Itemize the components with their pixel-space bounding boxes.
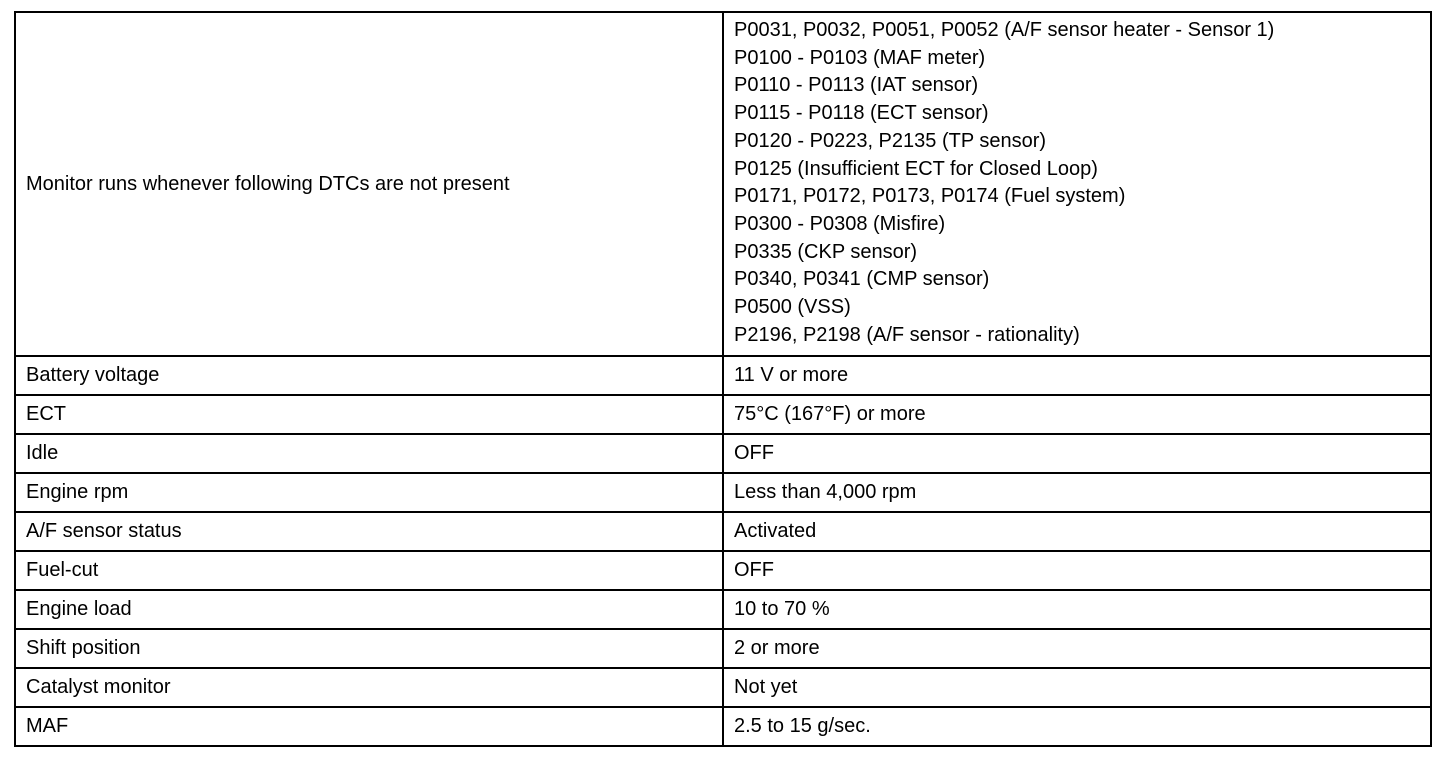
condition-value: 75°C (167°F) or more — [723, 395, 1431, 434]
condition-label: MAF — [15, 707, 723, 746]
dtc-item: P0340, P0341 (CMP sensor) — [734, 268, 990, 291]
table-row — [15, 12, 1431, 356]
condition-value: OFF — [723, 434, 1431, 473]
dtc-item: P0171, P0172, P0173, P0174 (Fuel system) — [734, 185, 1126, 208]
condition-label: Engine rpm — [15, 473, 723, 512]
condition-label: ECT — [15, 395, 723, 434]
dtc-item: P0100 - P0103 (MAF meter) — [734, 46, 986, 69]
table-row — [15, 668, 1431, 707]
table-row — [15, 629, 1431, 668]
table-row — [15, 512, 1431, 551]
dtc-item: P0031, P0032, P0051, P0052 (A/F sensor heater - Sensor 1) — [734, 19, 1275, 41]
table-row — [15, 395, 1431, 434]
condition-label: A/F sensor status — [15, 512, 723, 551]
table-row — [15, 434, 1431, 473]
condition-label: Idle — [15, 434, 723, 473]
dtc-item: P0110 - P0113 (IAT sensor) — [734, 74, 979, 97]
dtc-item: P0300 - P0308 (Misfire) — [734, 212, 946, 235]
condition-label: Fuel-cut — [15, 551, 723, 590]
condition-value: 11 V or more — [723, 356, 1431, 395]
table-row — [15, 473, 1431, 512]
conditions-table — [14, 11, 1432, 747]
condition-label: Battery voltage — [15, 356, 723, 395]
dtc-item: P0120 - P0223, P2135 (TP sensor) — [734, 129, 1047, 152]
dtc-item: P0335 (CKP sensor) — [734, 240, 918, 263]
dtc-list — [734, 13, 1430, 355]
table-row — [15, 707, 1431, 746]
condition-value: 2.5 to 15 g/sec. — [723, 707, 1431, 746]
dtc-list-cell — [723, 12, 1431, 356]
condition-value: 10 to 70 % — [723, 590, 1431, 629]
dtc-item: P0125 (Insufficient ECT for Closed Loop) — [734, 157, 1098, 180]
condition-label: Shift position — [15, 629, 723, 668]
condition-value: 2 or more — [723, 629, 1431, 668]
condition-label: Monitor runs whenever following DTCs are not present — [15, 12, 723, 356]
condition-value: Less than 4,000 rpm — [723, 473, 1431, 512]
condition-value: Not yet — [723, 668, 1431, 707]
condition-value: Activated — [723, 512, 1431, 551]
table-row — [15, 356, 1431, 395]
condition-value: OFF — [723, 551, 1431, 590]
dtc-item: P0500 (VSS) — [734, 296, 851, 319]
table-row — [15, 551, 1431, 590]
table-row — [15, 590, 1431, 629]
dtc-item: P0115 - P0118 (ECT sensor) — [734, 102, 989, 125]
dtc-item: P2196, P2198 (A/F sensor - rationality) — [734, 323, 1080, 346]
condition-label: Engine load — [15, 590, 723, 629]
condition-label: Catalyst monitor — [15, 668, 723, 707]
